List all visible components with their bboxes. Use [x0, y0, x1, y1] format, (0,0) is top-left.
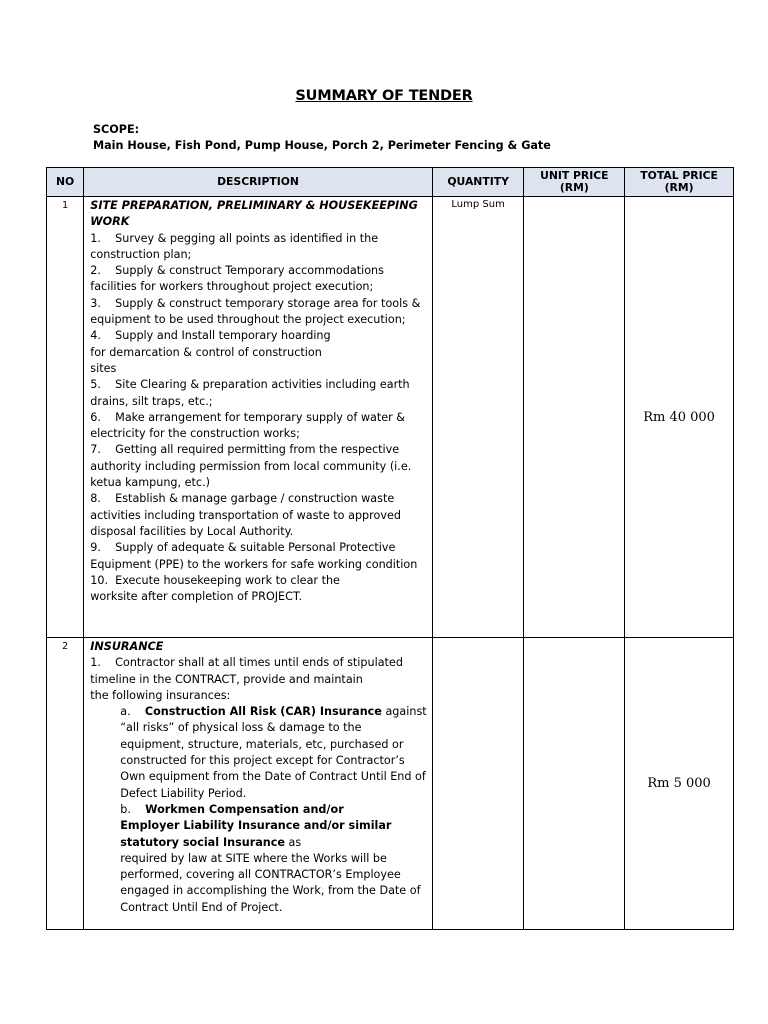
scope-text: Main House, Fish Pond, Pump House, Porch 2, Perimeter Fencing & Gate [93, 139, 551, 152]
tender-table [46, 167, 734, 930]
section-title: INSURANCE [90, 640, 164, 653]
header-unit-price-label: UNIT PRICE [540, 169, 609, 182]
header-total-price [625, 168, 734, 197]
list-item: 6. Make arrangement for temporary supply of water & electricity for the construction works; [90, 410, 405, 441]
row-unit-price [524, 197, 625, 638]
list-item: 3. Supply & construct temporary storage area for tools & equipment to be used throughout the project execution; [90, 296, 421, 327]
sub-item-a-text: against “all risks” of physical loss & damage to the equipment, structure, materials, etc, purchased or constructed for this project except for Contractor’s Own equipment from the Date of Contract Until End of Defect Liability Period. [120, 705, 427, 800]
sub-item-b [90, 802, 428, 916]
document-title: SUMMARY OF TENDER [295, 88, 473, 104]
sub-item-a-label: a. [120, 705, 145, 719]
list-item: 9. Supply of adequate & suitable Personal Protective Equipment (PPE) to the workers for safe working condition [90, 541, 418, 571]
list-item: sites [90, 361, 117, 375]
header-unit-price-unit: (RM) [559, 181, 589, 194]
list-item: worksite after completion of PROJECT. [90, 590, 303, 604]
table-row [47, 197, 734, 638]
list-item: 2. Supply & construct Temporary accommodations facilities for workers throughout project execution; [90, 264, 384, 294]
sub-item-a [90, 704, 428, 802]
list-item: 1. Contractor shall at all times until ends of stipulated timeline in the CONTRACT, provide and maintain [90, 656, 403, 686]
list-item: 4. Supply and Install temporary hoarding [90, 329, 331, 343]
sub-item-b-text: as [284, 835, 302, 849]
row-total-price: Rm 40 000 [625, 197, 734, 638]
row-quantity [432, 638, 524, 930]
list-item: 7. Getting all required permitting from the respective authority including permission from local community (i.e. ketua kampung, etc.) [90, 443, 412, 490]
row-no: 1 [47, 197, 84, 638]
header-quantity: QUANTITY [432, 168, 524, 197]
sub-item-b-heading: Workmen Compensation and/or [145, 802, 344, 816]
sub-item-b-heading-cont: Employer Liability Insurance and/or similar statutory social Insurance [120, 819, 392, 849]
list-item: 10. Execute housekeeping work to clear the [90, 573, 340, 587]
section-title: SITE PREPARATION, PRELIMINARY & HOUSEKEEPING WORK [90, 199, 418, 229]
row-unit-price [524, 638, 625, 930]
list-item: 5. Site Clearing & preparation activities including earth drains, silt traps, etc.; [90, 378, 410, 408]
sub-item-b-label: b. [120, 802, 146, 816]
list-item: for demarcation & control of construction [90, 345, 322, 359]
row-quantity: Lump Sum [432, 197, 524, 638]
list-item: 8. Establish & manage garbage / construction waste activities including transportation of waste to approved disposal facilities by Local Authority. [90, 492, 401, 538]
header-total-price-label: TOTAL PRICE [640, 169, 718, 182]
list-item: the following insurances: [90, 688, 231, 702]
row-description [84, 638, 433, 930]
list-item: 1. Survey & pegging all points as identified in the construction plan; [90, 231, 379, 261]
header-no: NO [47, 168, 84, 197]
sub-item-b-text-cont: required by law at SITE where the Works will be performed, covering all CONTRACTOR’s Employee engaged in accomplishing the Work, from the Date of Contract Until End of Project. [120, 851, 421, 914]
row-description [84, 197, 433, 638]
header-unit-price [524, 168, 625, 197]
sub-item-a-heading: Construction All Risk (CAR) Insurance [144, 705, 382, 719]
header-description: DESCRIPTION [84, 168, 433, 197]
scope-label: SCOPE: [93, 123, 140, 136]
header-total-price-unit: (RM) [664, 181, 694, 194]
table-row [47, 638, 734, 930]
row-no: 2 [47, 638, 84, 930]
table-header-row [47, 168, 734, 197]
row-total-price: Rm 5 000 [625, 638, 734, 930]
